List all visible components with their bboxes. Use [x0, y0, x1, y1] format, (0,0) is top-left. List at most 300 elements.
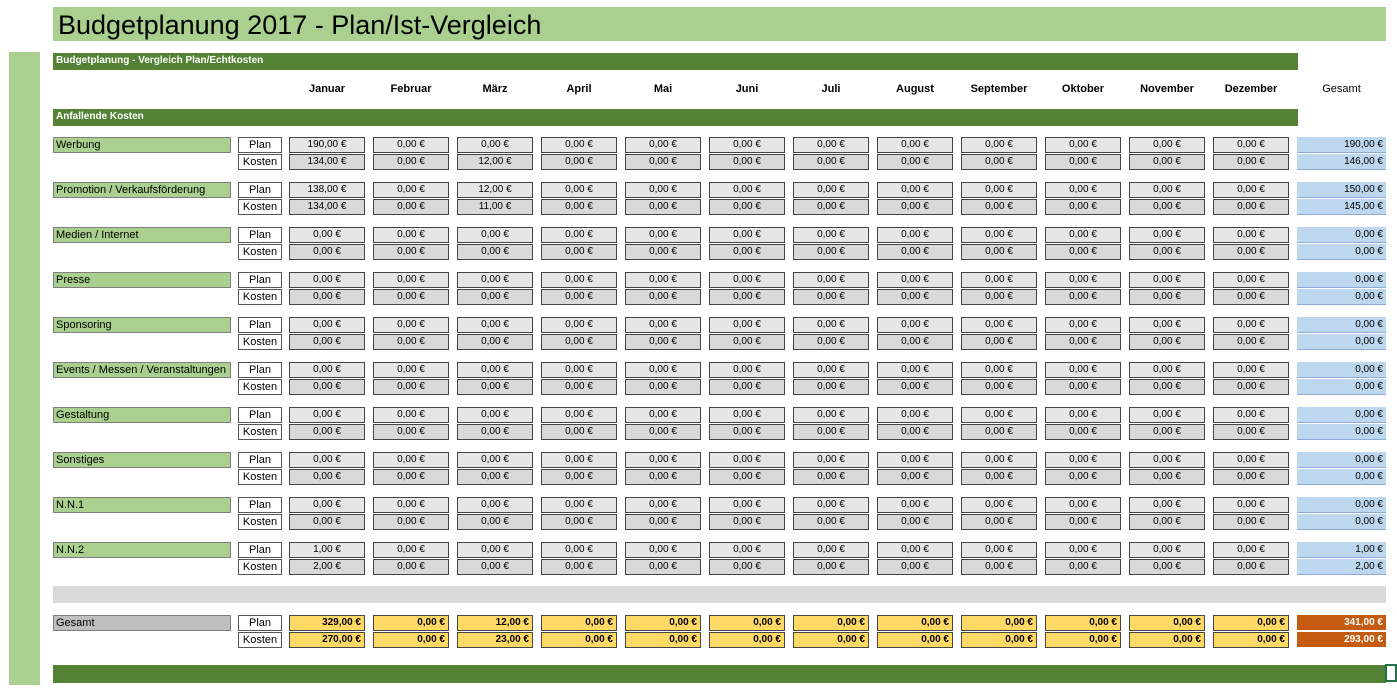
kosten-cell[interactable]: 0,00 €: [793, 289, 869, 305]
plan-cell[interactable]: 0,00 €: [541, 182, 617, 198]
row-label-kosten: Kosten: [238, 469, 282, 485]
kosten-cell[interactable]: 0,00 €: [961, 559, 1037, 575]
kosten-cell[interactable]: 0,00 €: [541, 379, 617, 395]
kosten-cell[interactable]: 0,00 €: [1213, 244, 1289, 260]
plan-cell[interactable]: 0,00 €: [1213, 497, 1289, 513]
plan-cell[interactable]: 0,00 €: [457, 227, 533, 243]
kosten-cell[interactable]: 0,00 €: [457, 244, 533, 260]
plan-cell[interactable]: 0,00 €: [373, 317, 449, 333]
plan-cell[interactable]: 0,00 €: [625, 272, 701, 288]
month-header: Mai: [653, 83, 673, 95]
plan-cell[interactable]: 0,00 €: [709, 452, 785, 468]
category-label: Medien / Internet: [53, 227, 231, 243]
plan-cell[interactable]: 0,00 €: [961, 272, 1037, 288]
plan-cell[interactable]: 0,00 €: [793, 452, 869, 468]
plan-cell[interactable]: 0,00 €: [457, 137, 533, 153]
kosten-cell[interactable]: 0,00 €: [457, 469, 533, 485]
separator-band: [53, 586, 1386, 603]
plan-cell[interactable]: 0,00 €: [373, 272, 449, 288]
kosten-cell[interactable]: 0,00 €: [877, 334, 953, 350]
plan-cell[interactable]: 0,00 €: [961, 227, 1037, 243]
plan-cell[interactable]: 0,00 €: [877, 272, 953, 288]
kosten-cell[interactable]: 0,00 €: [877, 424, 953, 440]
kosten-cell[interactable]: 0,00 €: [373, 424, 449, 440]
plan-cell[interactable]: 0,00 €: [709, 272, 785, 288]
summary-kosten-cell: 0,00 €: [961, 632, 1037, 648]
plan-cell[interactable]: 0,00 €: [1213, 362, 1289, 378]
kosten-cell[interactable]: 0,00 €: [877, 559, 953, 575]
kosten-cell[interactable]: 0,00 €: [289, 469, 365, 485]
plan-cell[interactable]: 0,00 €: [541, 497, 617, 513]
kosten-cell[interactable]: 0,00 €: [541, 154, 617, 170]
kosten-cell[interactable]: 0,00 €: [373, 559, 449, 575]
kosten-cell[interactable]: 0,00 €: [709, 379, 785, 395]
kosten-cell[interactable]: 0,00 €: [1129, 334, 1205, 350]
kosten-cell[interactable]: 0,00 €: [457, 559, 533, 575]
kosten-cell[interactable]: 0,00 €: [1213, 334, 1289, 350]
summary-plan-cell: 0,00 €: [541, 615, 617, 631]
plan-cell[interactable]: 0,00 €: [625, 317, 701, 333]
kosten-cell[interactable]: 0,00 €: [709, 154, 785, 170]
plan-cell[interactable]: 0,00 €: [1213, 542, 1289, 558]
plan-cell[interactable]: 0,00 €: [1213, 182, 1289, 198]
kosten-cell[interactable]: 0,00 €: [457, 424, 533, 440]
kosten-total-cell: 0,00 €: [1297, 424, 1386, 440]
month-header: Februar: [390, 83, 432, 95]
plan-cell[interactable]: 0,00 €: [793, 497, 869, 513]
kosten-cell[interactable]: 0,00 €: [373, 154, 449, 170]
plan-cell[interactable]: 0,00 €: [625, 137, 701, 153]
kosten-cell[interactable]: 0,00 €: [877, 154, 953, 170]
kosten-cell[interactable]: 0,00 €: [961, 469, 1037, 485]
row-label-kosten: Kosten: [238, 632, 282, 648]
kosten-cell[interactable]: 0,00 €: [289, 514, 365, 530]
summary-plan-cell: 329,00 €: [289, 615, 365, 631]
row-label-plan: Plan: [238, 615, 282, 631]
kosten-cell[interactable]: 0,00 €: [961, 514, 1037, 530]
plan-total-cell: 0,00 €: [1297, 227, 1386, 243]
kosten-cell[interactable]: 0,00 €: [1129, 514, 1205, 530]
kosten-cell[interactable]: 0,00 €: [709, 559, 785, 575]
kosten-total-cell: 145,00 €: [1297, 199, 1386, 215]
kosten-cell[interactable]: 0,00 €: [1045, 289, 1121, 305]
kosten-cell[interactable]: 0,00 €: [625, 559, 701, 575]
plan-cell[interactable]: 0,00 €: [1213, 317, 1289, 333]
kosten-cell[interactable]: 0,00 €: [793, 469, 869, 485]
plan-cell[interactable]: 0,00 €: [709, 497, 785, 513]
kosten-cell[interactable]: 0,00 €: [1045, 514, 1121, 530]
plan-cell[interactable]: 0,00 €: [709, 227, 785, 243]
kosten-cell[interactable]: 0,00 €: [373, 289, 449, 305]
kosten-cell[interactable]: 0,00 €: [961, 154, 1037, 170]
summary-kosten-cell: 23,00 €: [457, 632, 533, 648]
kosten-cell[interactable]: 0,00 €: [709, 424, 785, 440]
kosten-cell[interactable]: 0,00 €: [373, 514, 449, 530]
plan-cell[interactable]: 0,00 €: [1045, 272, 1121, 288]
plan-cell[interactable]: 0,00 €: [457, 407, 533, 423]
plan-cell[interactable]: 0,00 €: [793, 272, 869, 288]
kosten-cell[interactable]: 11,00 €: [457, 199, 533, 215]
kosten-cell[interactable]: 0,00 €: [1045, 154, 1121, 170]
kosten-cell[interactable]: 0,00 €: [1129, 244, 1205, 260]
kosten-cell[interactable]: 0,00 €: [1129, 424, 1205, 440]
plan-cell[interactable]: 0,00 €: [289, 407, 365, 423]
category-label: N.N.1: [53, 497, 231, 513]
kosten-cell[interactable]: 0,00 €: [877, 469, 953, 485]
row-label-plan: Plan: [238, 452, 282, 468]
kosten-cell[interactable]: 0,00 €: [457, 289, 533, 305]
kosten-total-cell: 0,00 €: [1297, 514, 1386, 530]
summary-plan-cell: 0,00 €: [1129, 615, 1205, 631]
month-header: Dezember: [1224, 83, 1278, 95]
cell-selection-marker[interactable]: [1385, 664, 1397, 682]
kosten-cell[interactable]: 0,00 €: [373, 379, 449, 395]
month-header: Oktober: [1061, 83, 1105, 95]
kosten-cell[interactable]: 0,00 €: [1045, 424, 1121, 440]
plan-cell[interactable]: 0,00 €: [1129, 317, 1205, 333]
plan-cell[interactable]: 0,00 €: [1129, 542, 1205, 558]
kosten-cell[interactable]: 0,00 €: [1045, 199, 1121, 215]
kosten-cell[interactable]: 0,00 €: [877, 514, 953, 530]
plan-cell[interactable]: 0,00 €: [877, 182, 953, 198]
kosten-cell[interactable]: 0,00 €: [709, 334, 785, 350]
kosten-cell[interactable]: 2,00 €: [289, 559, 365, 575]
kosten-cell[interactable]: 0,00 €: [709, 514, 785, 530]
plan-cell[interactable]: 0,00 €: [1129, 452, 1205, 468]
plan-cell[interactable]: 0,00 €: [1129, 137, 1205, 153]
kosten-cell[interactable]: 0,00 €: [625, 244, 701, 260]
kosten-cell[interactable]: 0,00 €: [625, 469, 701, 485]
plan-cell[interactable]: 0,00 €: [1045, 317, 1121, 333]
plan-cell[interactable]: 0,00 €: [541, 542, 617, 558]
kosten-cell[interactable]: 0,00 €: [289, 379, 365, 395]
plan-cell[interactable]: 0,00 €: [1213, 272, 1289, 288]
plan-cell[interactable]: 0,00 €: [289, 362, 365, 378]
kosten-cell[interactable]: 0,00 €: [793, 334, 869, 350]
plan-cell[interactable]: 0,00 €: [793, 137, 869, 153]
kosten-cell[interactable]: 0,00 €: [793, 559, 869, 575]
plan-cell[interactable]: 0,00 €: [793, 317, 869, 333]
kosten-cell[interactable]: 0,00 €: [289, 244, 365, 260]
plan-cell[interactable]: 0,00 €: [877, 317, 953, 333]
plan-cell[interactable]: 0,00 €: [1213, 137, 1289, 153]
plan-cell[interactable]: 0,00 €: [1213, 227, 1289, 243]
plan-cell[interactable]: 0,00 €: [961, 182, 1037, 198]
kosten-cell[interactable]: 0,00 €: [793, 379, 869, 395]
plan-cell[interactable]: 0,00 €: [1045, 407, 1121, 423]
kosten-cell[interactable]: 0,00 €: [625, 199, 701, 215]
summary-plan-cell: 0,00 €: [709, 615, 785, 631]
plan-cell[interactable]: 0,00 €: [289, 497, 365, 513]
plan-cell[interactable]: 0,00 €: [373, 362, 449, 378]
plan-cell[interactable]: 0,00 €: [457, 362, 533, 378]
kosten-cell[interactable]: 0,00 €: [877, 379, 953, 395]
kosten-cell[interactable]: 0,00 €: [1045, 334, 1121, 350]
kosten-cell[interactable]: 0,00 €: [793, 154, 869, 170]
plan-cell[interactable]: 0,00 €: [1045, 182, 1121, 198]
plan-cell[interactable]: 0,00 €: [625, 497, 701, 513]
kosten-cell[interactable]: 0,00 €: [1213, 379, 1289, 395]
plan-cell[interactable]: 0,00 €: [373, 497, 449, 513]
page-title: Budgetplanung 2017 - Plan/Ist-Vergleich: [58, 10, 542, 40]
plan-cell[interactable]: 0,00 €: [625, 182, 701, 198]
row-label-kosten: Kosten: [238, 334, 282, 350]
kosten-cell[interactable]: 0,00 €: [1129, 469, 1205, 485]
plan-cell[interactable]: 0,00 €: [877, 137, 953, 153]
plan-cell[interactable]: 0,00 €: [1129, 272, 1205, 288]
kosten-cell[interactable]: 0,00 €: [541, 334, 617, 350]
plan-cell[interactable]: 0,00 €: [373, 137, 449, 153]
category-label: Sonstiges: [53, 452, 231, 468]
kosten-cell[interactable]: 0,00 €: [709, 244, 785, 260]
plan-cell[interactable]: 0,00 €: [541, 227, 617, 243]
plan-cell[interactable]: 0,00 €: [541, 317, 617, 333]
kosten-cell[interactable]: 12,00 €: [457, 154, 533, 170]
plan-cell[interactable]: 0,00 €: [1045, 497, 1121, 513]
kosten-cell[interactable]: 0,00 €: [625, 289, 701, 305]
kosten-cell[interactable]: 0,00 €: [1213, 469, 1289, 485]
kosten-cell[interactable]: 0,00 €: [289, 289, 365, 305]
plan-cell[interactable]: 0,00 €: [457, 317, 533, 333]
kosten-cell[interactable]: 0,00 €: [1213, 289, 1289, 305]
plan-cell[interactable]: 0,00 €: [1129, 182, 1205, 198]
category-label: Presse: [53, 272, 231, 288]
kosten-cell[interactable]: 0,00 €: [541, 559, 617, 575]
summary-kosten-cell: 0,00 €: [541, 632, 617, 648]
plan-cell[interactable]: 0,00 €: [877, 407, 953, 423]
plan-cell[interactable]: 0,00 €: [709, 542, 785, 558]
plan-cell[interactable]: 0,00 €: [541, 137, 617, 153]
plan-cell[interactable]: 0,00 €: [625, 362, 701, 378]
plan-cell[interactable]: 0,00 €: [1129, 407, 1205, 423]
plan-cell[interactable]: 0,00 €: [877, 497, 953, 513]
plan-cell[interactable]: 0,00 €: [709, 182, 785, 198]
grand-total-plan: 341,00 €: [1297, 615, 1386, 631]
kosten-cell[interactable]: 0,00 €: [289, 424, 365, 440]
plan-cell[interactable]: 0,00 €: [373, 227, 449, 243]
plan-cell[interactable]: 0,00 €: [541, 407, 617, 423]
plan-cell[interactable]: 0,00 €: [289, 317, 365, 333]
plan-cell[interactable]: 0,00 €: [793, 542, 869, 558]
kosten-cell[interactable]: 0,00 €: [541, 514, 617, 530]
plan-cell[interactable]: 0,00 €: [961, 407, 1037, 423]
plan-cell[interactable]: 0,00 €: [373, 407, 449, 423]
kosten-cell[interactable]: 0,00 €: [1045, 469, 1121, 485]
kosten-cell[interactable]: 0,00 €: [373, 334, 449, 350]
kosten-cell[interactable]: 0,00 €: [709, 199, 785, 215]
row-label-plan: Plan: [238, 542, 282, 558]
kosten-cell[interactable]: 0,00 €: [289, 334, 365, 350]
kosten-cell[interactable]: 0,00 €: [793, 514, 869, 530]
section-header: Anfallende Kosten: [53, 109, 1298, 126]
kosten-cell[interactable]: 0,00 €: [961, 289, 1037, 305]
plan-cell[interactable]: 0,00 €: [877, 227, 953, 243]
plan-cell[interactable]: 0,00 €: [709, 137, 785, 153]
plan-cell[interactable]: 0,00 €: [625, 227, 701, 243]
plan-total-cell: 0,00 €: [1297, 407, 1386, 423]
summary-kosten-cell: 0,00 €: [709, 632, 785, 648]
plan-cell[interactable]: 0,00 €: [1045, 137, 1121, 153]
row-label-kosten: Kosten: [238, 244, 282, 260]
plan-cell[interactable]: 0,00 €: [877, 452, 953, 468]
summary-kosten-cell: 0,00 €: [373, 632, 449, 648]
plan-cell[interactable]: 0,00 €: [961, 317, 1037, 333]
row-label-plan: Plan: [238, 272, 282, 288]
plan-cell[interactable]: 0,00 €: [541, 272, 617, 288]
plan-cell[interactable]: 0,00 €: [793, 227, 869, 243]
kosten-cell[interactable]: 0,00 €: [1045, 559, 1121, 575]
kosten-cell[interactable]: 0,00 €: [1213, 199, 1289, 215]
kosten-cell[interactable]: 0,00 €: [793, 244, 869, 260]
kosten-cell[interactable]: 0,00 €: [625, 379, 701, 395]
kosten-cell[interactable]: 0,00 €: [625, 154, 701, 170]
category-label: Events / Messen / Veranstaltungen: [53, 362, 231, 378]
kosten-cell[interactable]: 0,00 €: [709, 469, 785, 485]
plan-cell[interactable]: 0,00 €: [289, 227, 365, 243]
kosten-cell[interactable]: 0,00 €: [457, 379, 533, 395]
kosten-cell[interactable]: 0,00 €: [373, 199, 449, 215]
kosten-cell[interactable]: 0,00 €: [1129, 289, 1205, 305]
kosten-cell[interactable]: 134,00 €: [289, 199, 365, 215]
kosten-total-cell: 0,00 €: [1297, 289, 1386, 305]
kosten-cell[interactable]: 0,00 €: [793, 424, 869, 440]
category-label: Sponsoring: [53, 317, 231, 333]
plan-cell[interactable]: 0,00 €: [457, 452, 533, 468]
kosten-total-cell: 0,00 €: [1297, 379, 1386, 395]
kosten-cell[interactable]: 0,00 €: [961, 424, 1037, 440]
kosten-cell[interactable]: 0,00 €: [961, 244, 1037, 260]
plan-cell[interactable]: 0,00 €: [625, 542, 701, 558]
plan-cell[interactable]: 0,00 €: [877, 362, 953, 378]
kosten-cell[interactable]: 0,00 €: [541, 199, 617, 215]
kosten-cell[interactable]: 0,00 €: [961, 199, 1037, 215]
kosten-cell[interactable]: 0,00 €: [541, 469, 617, 485]
kosten-cell[interactable]: 134,00 €: [289, 154, 365, 170]
row-label-plan: Plan: [238, 407, 282, 423]
kosten-cell[interactable]: 0,00 €: [373, 244, 449, 260]
kosten-cell[interactable]: 0,00 €: [961, 379, 1037, 395]
month-header: Juni: [735, 83, 759, 95]
plan-cell[interactable]: 0,00 €: [373, 182, 449, 198]
kosten-cell[interactable]: 0,00 €: [373, 469, 449, 485]
plan-cell[interactable]: 0,00 €: [1213, 452, 1289, 468]
plan-cell[interactable]: 0,00 €: [289, 452, 365, 468]
kosten-cell[interactable]: 0,00 €: [625, 334, 701, 350]
row-label-plan: Plan: [238, 227, 282, 243]
kosten-cell[interactable]: 0,00 €: [1213, 559, 1289, 575]
kosten-cell[interactable]: 0,00 €: [793, 199, 869, 215]
kosten-cell[interactable]: 0,00 €: [961, 334, 1037, 350]
plan-cell[interactable]: 0,00 €: [1129, 227, 1205, 243]
kosten-cell[interactable]: 0,00 €: [1129, 559, 1205, 575]
kosten-cell[interactable]: 0,00 €: [1045, 244, 1121, 260]
category-label: Gestaltung: [53, 407, 231, 423]
kosten-cell[interactable]: 0,00 €: [541, 289, 617, 305]
kosten-cell[interactable]: 0,00 €: [877, 244, 953, 260]
kosten-cell[interactable]: 0,00 €: [457, 334, 533, 350]
row-label-plan: Plan: [238, 497, 282, 513]
plan-cell[interactable]: 0,00 €: [373, 452, 449, 468]
plan-cell[interactable]: 0,00 €: [961, 452, 1037, 468]
month-header: April: [566, 83, 592, 95]
row-label-plan: Plan: [238, 182, 282, 198]
plan-cell[interactable]: 0,00 €: [709, 362, 785, 378]
plan-cell[interactable]: 0,00 €: [793, 182, 869, 198]
plan-cell[interactable]: 0,00 €: [961, 497, 1037, 513]
kosten-cell[interactable]: 0,00 €: [625, 514, 701, 530]
kosten-cell[interactable]: 0,00 €: [1129, 379, 1205, 395]
plan-cell[interactable]: 0,00 €: [961, 362, 1037, 378]
plan-cell[interactable]: 0,00 €: [1213, 407, 1289, 423]
plan-cell[interactable]: 0,00 €: [625, 452, 701, 468]
kosten-cell[interactable]: 0,00 €: [1213, 514, 1289, 530]
plan-cell[interactable]: 0,00 €: [457, 497, 533, 513]
plan-cell[interactable]: 190,00 €: [289, 137, 365, 153]
plan-cell[interactable]: 0,00 €: [625, 407, 701, 423]
kosten-cell[interactable]: 0,00 €: [877, 199, 953, 215]
plan-cell[interactable]: 0,00 €: [457, 272, 533, 288]
kosten-cell[interactable]: 0,00 €: [1045, 379, 1121, 395]
summary-kosten-cell: 0,00 €: [1129, 632, 1205, 648]
plan-cell[interactable]: 0,00 €: [793, 362, 869, 378]
plan-cell[interactable]: 0,00 €: [1129, 497, 1205, 513]
plan-cell[interactable]: 138,00 €: [289, 182, 365, 198]
plan-cell[interactable]: 0,00 €: [961, 137, 1037, 153]
kosten-cell[interactable]: 0,00 €: [541, 424, 617, 440]
plan-cell[interactable]: 0,00 €: [877, 542, 953, 558]
plan-total-cell: 1,00 €: [1297, 542, 1386, 558]
kosten-cell[interactable]: 0,00 €: [1129, 199, 1205, 215]
plan-cell[interactable]: 0,00 €: [541, 452, 617, 468]
kosten-cell[interactable]: 0,00 €: [457, 514, 533, 530]
plan-cell[interactable]: 12,00 €: [457, 182, 533, 198]
plan-cell[interactable]: 0,00 €: [289, 272, 365, 288]
plan-cell[interactable]: 1,00 €: [289, 542, 365, 558]
plan-total-cell: 0,00 €: [1297, 452, 1386, 468]
plan-cell[interactable]: 0,00 €: [709, 407, 785, 423]
plan-cell[interactable]: 0,00 €: [709, 317, 785, 333]
month-header: Juli: [821, 83, 841, 95]
summary-kosten-cell: 0,00 €: [625, 632, 701, 648]
plan-cell[interactable]: 0,00 €: [1045, 452, 1121, 468]
kosten-cell[interactable]: 0,00 €: [1129, 154, 1205, 170]
plan-total-cell: 0,00 €: [1297, 362, 1386, 378]
row-label-plan: Plan: [238, 362, 282, 378]
row-label-kosten: Kosten: [238, 199, 282, 215]
plan-cell[interactable]: 0,00 €: [1129, 362, 1205, 378]
plan-cell[interactable]: 0,00 €: [1045, 362, 1121, 378]
kosten-cell[interactable]: 0,00 €: [625, 424, 701, 440]
plan-cell[interactable]: 0,00 €: [541, 362, 617, 378]
kosten-cell[interactable]: 0,00 €: [877, 289, 953, 305]
plan-total-cell: 0,00 €: [1297, 317, 1386, 333]
plan-cell[interactable]: 0,00 €: [373, 542, 449, 558]
plan-cell[interactable]: 0,00 €: [1045, 227, 1121, 243]
plan-cell[interactable]: 0,00 €: [1045, 542, 1121, 558]
plan-cell[interactable]: 0,00 €: [961, 542, 1037, 558]
kosten-total-cell: 0,00 €: [1297, 244, 1386, 260]
row-label-kosten: Kosten: [238, 289, 282, 305]
plan-cell[interactable]: 0,00 €: [457, 542, 533, 558]
plan-cell[interactable]: 0,00 €: [793, 407, 869, 423]
kosten-cell[interactable]: 0,00 €: [709, 289, 785, 305]
row-label-kosten: Kosten: [238, 424, 282, 440]
kosten-cell[interactable]: 0,00 €: [1213, 424, 1289, 440]
row-label-plan: Plan: [238, 317, 282, 333]
subtitle-bar: Budgetplanung - Vergleich Plan/Echtkosten: [53, 53, 1298, 70]
kosten-cell[interactable]: 0,00 €: [541, 244, 617, 260]
kosten-cell[interactable]: 0,00 €: [1213, 154, 1289, 170]
